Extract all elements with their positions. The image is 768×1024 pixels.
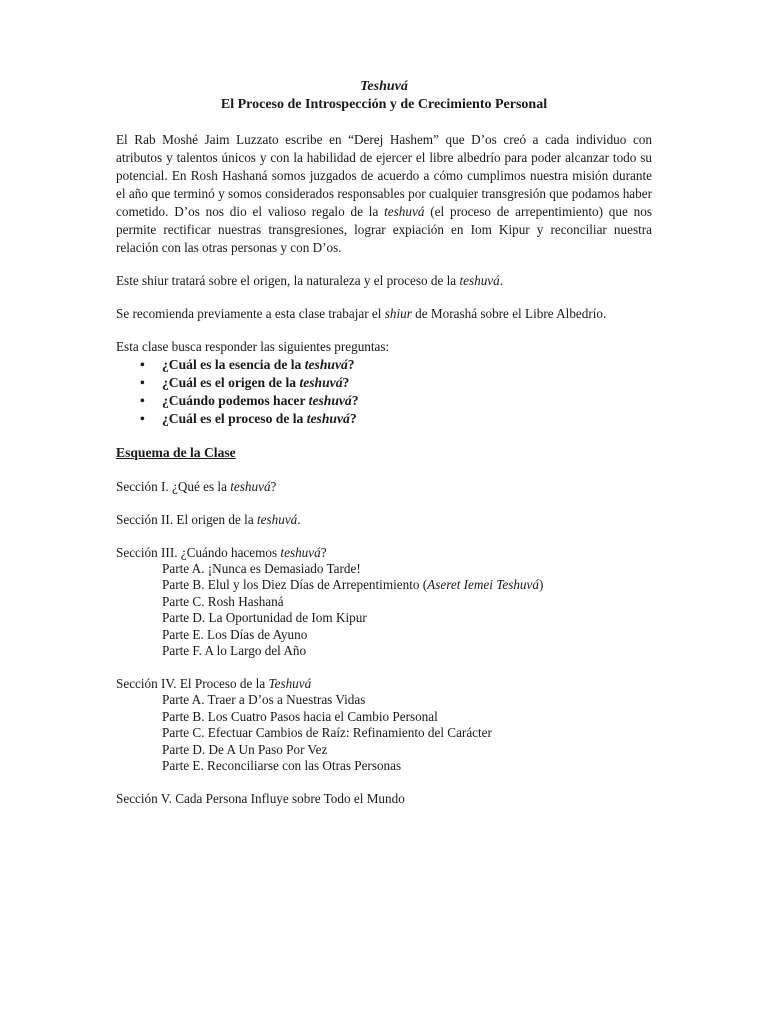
intro-emphasis: teshuvá <box>384 204 425 219</box>
bullet-icon: • <box>140 357 145 372</box>
question-end: ? <box>347 357 355 372</box>
section-4-title <box>116 675 652 692</box>
question-emphasis: teshuvá <box>308 393 352 408</box>
question-text: ¿Cuál es el proceso de la <box>162 411 307 426</box>
section-3-part-f: Parte F. A lo Largo del Año <box>162 643 307 659</box>
bullet-icon: • <box>140 411 145 426</box>
shiur-end: . <box>499 273 504 288</box>
section-4-part-b: Parte B. Los Cuatro Pasos hacia el Cambio Personal <box>162 708 438 724</box>
section-4-part-a: Parte A. Traer a D’os a Nuestras Vidas <box>162 692 366 708</box>
section-3-part-e: Parte E. Los Días de Ayuno <box>162 626 308 642</box>
bullet-icon: • <box>140 393 145 408</box>
intro-text-2: (el proceso de arrepentimiento) que nos permite rectificar nuestras transgresiones, lograr expiación en Iom Kipur y reconciliar nuestra relación con las otras personas y con D’os. <box>116 204 652 255</box>
outline-heading: Esquema de la Clase <box>116 445 236 460</box>
section-1-end: ? <box>270 479 277 494</box>
question-text: ¿Cuándo podemos hacer <box>162 393 309 408</box>
shiur-text: Este shiur tratará sobre el origen, la naturaleza y el proceso de la <box>116 273 460 288</box>
intro-paragraph <box>116 131 652 257</box>
section-4 <box>116 675 652 774</box>
intro-text-1: El Rab Moshé Jaim Luzzato escribe en “Derej Hashem” que D’os creó a cada individuo con atributos y talentos únicos y con la habilidad de ejercer el libre albedrío para poder alcanzar todo su potencial. En Rosh Hashaná somos juzgados de acuerdo a cómo cumplimos nuestra misión durante el año que terminó y somos considerados responsables por cualquier transgresión que podamos haber cometido. D’os nos dio el valioso regalo de la <box>116 132 652 219</box>
section-4-part-c: Parte C. Efectuar Cambios de Raíz: Refinamiento del Carácter <box>162 725 492 741</box>
section-5: Sección V. Cada Persona Influye sobre Todo el Mundo <box>116 791 405 807</box>
part-b-text: Parte B. Elul y los Diez Días de Arrepentimiento ( <box>162 577 428 593</box>
question-item <box>116 410 652 428</box>
part-b-end: ) <box>538 577 544 593</box>
section-2-emphasis: teshuvá <box>256 512 298 527</box>
questions-list <box>116 356 652 428</box>
document-body <box>116 78 652 807</box>
section-3-part-b <box>116 577 652 593</box>
section-4-emphasis: Teshuvá <box>268 676 312 692</box>
question-emphasis: teshuvá <box>304 357 348 372</box>
questions-intro: Esta clase busca responder las siguientes preguntas: <box>116 339 390 354</box>
section-2-text: Sección II. El origen de la <box>116 512 257 527</box>
section-1-text: Sección I. ¿Qué es la <box>116 479 231 494</box>
recommend-end: de Morashá sobre el Libre Albedrío. <box>411 306 607 321</box>
part-b-emphasis: Aseret Iemei Teshuvá <box>427 577 539 593</box>
recommend-emphasis: shiur <box>384 306 412 321</box>
question-end: ? <box>342 375 350 390</box>
section-4-text: Sección IV. El Proceso de la <box>116 676 269 692</box>
shiur-emphasis: teshuvá <box>459 273 500 288</box>
question-text: ¿Cuál es el origen de la <box>162 375 300 390</box>
section-3-end: ? <box>320 545 327 560</box>
section-3-title <box>116 544 652 561</box>
question-item <box>116 374 652 392</box>
bullet-icon: • <box>140 375 145 390</box>
question-emphasis: teshuvá <box>306 411 350 426</box>
section-2 <box>116 511 652 528</box>
question-text: ¿Cuál es la esencia de la <box>162 357 305 372</box>
section-3-part-d: Parte D. La Oportunidad de Iom Kipur <box>162 610 367 626</box>
question-item <box>116 392 652 410</box>
question-emphasis: teshuvá <box>299 375 343 390</box>
document-title: Teshuvá <box>360 79 408 94</box>
shiur-paragraph <box>116 272 652 290</box>
recommend-text: Se recomienda previamente a esta clase trabajar el <box>116 306 385 321</box>
section-2-end: . <box>297 512 301 527</box>
section-3-emphasis: teshuvá <box>280 545 321 560</box>
section-1-emphasis: teshuvá <box>230 479 271 494</box>
recommend-paragraph <box>116 305 652 323</box>
section-1 <box>116 478 652 495</box>
question-end: ? <box>349 411 357 426</box>
section-4-part-e: Parte E. Reconciliarse con las Otras Personas <box>162 758 402 774</box>
document-subtitle: El Proceso de Introspección y de Crecimiento Personal <box>220 97 548 112</box>
question-item <box>116 356 652 374</box>
section-3-text: Sección III. ¿Cuándo hacemos <box>116 545 281 560</box>
question-end: ? <box>351 393 359 408</box>
section-3-part-a: Parte A. ¡Nunca es Demasiado Tarde! <box>162 561 361 576</box>
section-3-part-c: Parte C. Rosh Hashaná <box>162 593 284 609</box>
section-3 <box>116 544 652 659</box>
section-4-part-d: Parte D. De A Un Paso Por Vez <box>162 741 328 757</box>
